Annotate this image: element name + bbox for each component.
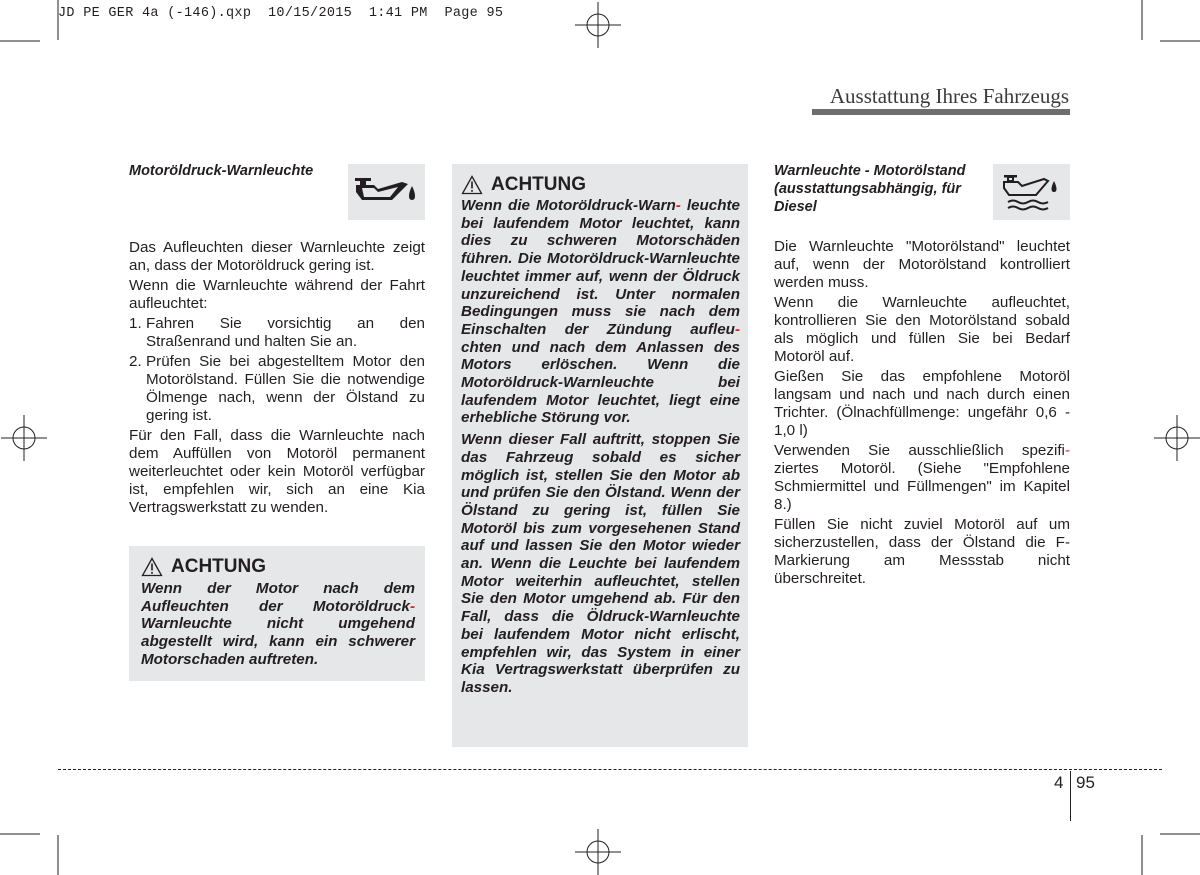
- caution-header: [141, 556, 415, 578]
- list-item: [129, 353, 425, 425]
- footer-rule: [58, 769, 1162, 770]
- right-heading-block: [774, 162, 984, 216]
- paragraph: Füllen Sie nicht zuviel Motoröl auf um sicherzustellen, dass der Ölstand die F-Markierung am Messstab nicht überschreitet.: [774, 516, 1070, 587]
- caution-title: ACHTUNG: [171, 556, 266, 577]
- warning-triangle-icon: [141, 557, 163, 577]
- caution-title: ACHTUNG: [491, 174, 586, 195]
- paragraph: Gießen Sie das empfohlene Motoröl langsam und nach und nach durch einen Trichter. (Ölnachfüllmenge: ungefähr 0,6 - 1,0 l): [774, 368, 1070, 439]
- chapter-number: 4: [1054, 773, 1064, 792]
- list-number: 1.: [129, 315, 142, 332]
- caution-header: [461, 174, 740, 196]
- list-text: Fahren Sie vorsichtig an den Straßenrand und halten Sie an.: [146, 315, 425, 350]
- paragraph: Wenn die Warnleuchte während der Fahrt aufleuchtet:: [129, 277, 425, 312]
- print-slug: JD PE GER 4a (-146).qxp 10/15/2015 1:41 PM Page 95: [58, 6, 504, 21]
- paragraph: Für den Fall, dass die Warnleuchte nach dem Auffüllen von Motoröl permanent weiterleuchtet oder kein Motoröl verfügbar ist, empfehlen wir, sich an eine Kia Vertragswerkstatt zu wenden.: [129, 427, 425, 516]
- caution-box-large: [452, 164, 748, 747]
- section-heading: Warnleuchte - Motorölstand (ausstattungsabhängig, für Diesel: [774, 163, 966, 215]
- caution-box: [129, 546, 425, 681]
- list-text: Prüfen Sie bei abgestelltem Motor den Motorölstand. Füllen Sie die notwendige Ölmenge nach, wenn der Ölstand zu gering ist.: [146, 353, 425, 424]
- caution-paragraph: Wenn die Motoröldruck-Warn- leuchte bei laufendem Motor leuchtet, kann dies zu schweren Motorschäden führen. Die Motoröldruck-Warnleuchte leuchtet immer auf, wenn der Öldruck unzureichend ist. Unter normalen Bedingungen muss sie nach dem Einschalten der Zündung aufleu- chten und nach dem Anlassen des Motors erlöschen. Wenn die Motoröldruck-Warnleuchte bei laufendem Motor leuchtet, liegt eine erhebliche Störung vor.: [461, 197, 740, 427]
- caution-paragraph: Wenn dieser Fall auftritt, stoppen Sie das Fahrzeug sobald es sicher möglich ist, stellen Sie den Motor ab und prüfen Sie den Ölstand. Wenn der Ölstand zu gering ist, füllen Sie Motoröl bis zum vorgesehenen Stand auf und lassen Sie den Motor wieder an. Wenn die Leuchte bei laufendem Motor weiterhin aufleuchtet, stellen Sie den Motor umgehend ab. Für den Fall, dass die Öldruck-Warnleuchte bei laufendem Motor nicht erlischt, empfehlen wir, das System in einer Kia Vertragswerkstatt überprüfen zu lassen.: [461, 431, 740, 696]
- caution-text: Wenn der Motor nach dem Aufleuchten der Motoröldruck- Warnleuchte nicht umgehend abgestellt wird, kann ein schwerer Motorschaden auftreten.: [141, 580, 415, 668]
- paragraph: Wenn die Warnleuchte aufleuchtet, kontrollieren Sie den Motorölstand sobald als möglich und füllen Sie bei Bedarf Motoröl auf.: [774, 294, 1070, 365]
- list-number: 2.: [129, 353, 142, 370]
- hyphen: -: [734, 320, 740, 338]
- warning-triangle-icon: [461, 175, 483, 195]
- paragraph: Das Aufleuchten dieser Warnleuchte zeigt an, dass der Motoröldruck gering ist.: [129, 239, 425, 274]
- hyphen: -: [409, 597, 415, 615]
- folio-divider: [1070, 771, 1071, 821]
- caution-text: [461, 197, 740, 697]
- oil-pressure-icon-box: [348, 164, 425, 220]
- chapter-rule: [812, 109, 1070, 115]
- chapter-title: Ausstattung Ihres Fahrzeugs: [829, 84, 1069, 108]
- oil-level-icon-box: [993, 164, 1070, 220]
- right-body: [774, 238, 1070, 590]
- hyphen: -: [675, 197, 681, 214]
- list-item: [129, 315, 425, 351]
- left-body: [129, 239, 425, 519]
- hyphen: -: [1064, 442, 1070, 459]
- paragraph: Verwenden Sie ausschließlich spezifi- ziertes Motoröl. (Siehe "Empfohlene Schmiermittel und Füllmengen" im Kapitel 8.): [774, 442, 1070, 513]
- oil-level-warning-icon: [1000, 170, 1064, 214]
- paragraph: Die Warnleuchte "Motorölstand" leuchtet auf, wenn der Motorölstand kontrolliert werden muss.: [774, 238, 1070, 291]
- oil-pressure-warning-icon: [352, 172, 422, 212]
- page-number: 95: [1076, 773, 1095, 792]
- section-heading: Motoröldruck-Warnleuchte: [129, 163, 314, 179]
